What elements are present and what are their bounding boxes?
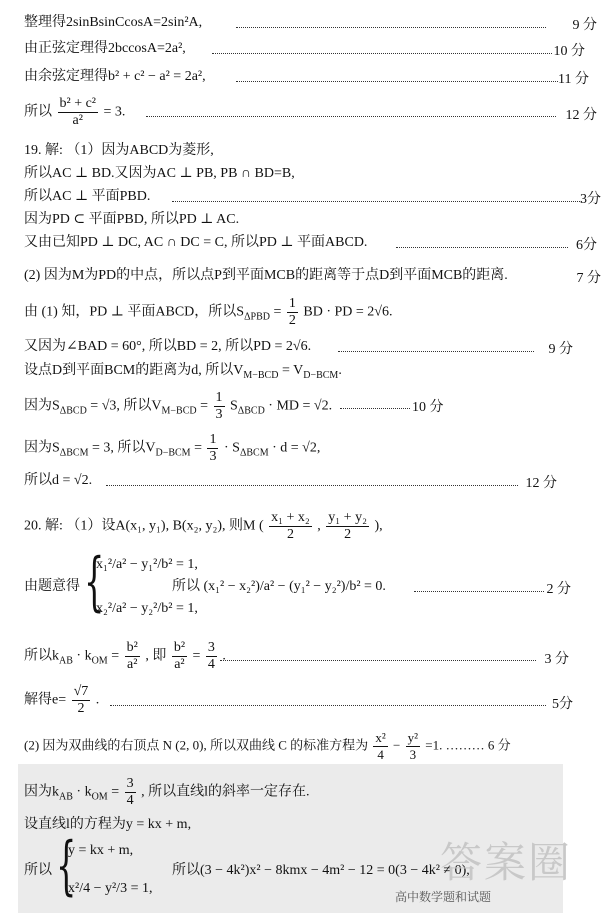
equation-2: x²/4 − y²/3 = 1, — [68, 881, 153, 896]
q19-line: 所以AC ⊥ 平面PBD. — [24, 189, 151, 204]
watermark: 答案圈 — [440, 838, 573, 887]
q19-title: 19. 解: （1）因为ABCD为菱形, — [24, 143, 214, 158]
fraction: $\frac{\text{b²}}{\text{a²}}$ — [126, 640, 138, 672]
score: 12 分 — [565, 108, 597, 123]
q20-line: 设直线l的方程为y = kx + m, — [24, 817, 192, 832]
leader-dots — [340, 408, 410, 409]
q20-line: 由题意得 — [24, 579, 80, 594]
score: 7 分 — [576, 271, 601, 286]
leader-dots — [220, 660, 536, 661]
q19-line: 又由已知PD ⊥ DC, AC ∩ DC = C, 所以PD ⊥ 平面ABCD. — [24, 235, 368, 250]
score: 9 分 — [548, 342, 573, 357]
q19-line: 所以AC ⊥ BD.又因为AC ⊥ PB, PB ∩ BD=B, — [24, 166, 295, 181]
leader-dots — [146, 116, 556, 117]
q19-line: 因为PD ⊂ 平面PBD, 所以PD ⊥ AC. — [24, 212, 240, 227]
q20-line: 所以 — [24, 863, 52, 878]
q19-line: 由 (1) 知，PD ⊥ 平面ABCD，所以$S_{\Delta PBD}$ = $\frac{1}{2}$ BD · PD = 2√6. — [24, 296, 393, 328]
score: 5分 — [552, 697, 573, 712]
fraction: $\frac{\text{b² + c²}}{\text{a²}}$ — [59, 96, 97, 128]
score: 11 分 — [558, 72, 589, 87]
fraction: $\frac{\text{y²}}{3}$ — [407, 730, 419, 762]
fraction: $\frac{1}{3}$ — [209, 432, 217, 464]
leader-dots — [338, 351, 534, 352]
system-brace: { — [84, 545, 105, 619]
fraction: $\frac{√7}{2}$ — [73, 684, 89, 716]
q19-part2: (2) 因为M为PD的中点，所以点P到平面MCB的距离等于点D到平面MCB的距离. — [24, 268, 508, 283]
system-brace: { — [56, 829, 77, 903]
leader-dots — [110, 705, 546, 706]
q20-line: 所以(3 − 4k²)x² − 8kmx − 4m² − 12 = 0(3 − 4k² ≠ 0), — [172, 863, 470, 878]
fraction: $\frac{\text{x²}}{4}$ — [375, 730, 386, 762]
q20-line: 所以$k_{AB} \cdot k_{OM}$ = $\frac{\text{b²}}{\text{a²}}$ , 即 $\frac{\text{b²}}{\text{a²}}$ = $\frac{3}{4}$ . — [24, 640, 226, 672]
line-3: 由余弦定理得b² + c² − a² = 2a², — [24, 69, 206, 84]
leader-dots — [236, 27, 546, 28]
equation-1: x₁²/a² − y₁²/b² = 1, — [96, 557, 198, 572]
score: 10 分 — [412, 400, 444, 415]
leader-dots — [414, 591, 544, 592]
q19-line: 所以d = √2. — [24, 473, 93, 488]
q19-line: 又因为∠BAD = 60°, 所以BD = 2, 所以PD = 2√6. — [24, 339, 312, 354]
fraction: $\frac{1}{3}$ — [215, 390, 223, 422]
leader-dots — [106, 485, 518, 486]
score: 3 分 — [544, 652, 569, 667]
q19-line: 设点D到平面BCM的距离为d, 所以$V_{M-BCD} = V_{D-BCM}$. — [24, 363, 342, 381]
equation-1: y = kx + m, — [68, 843, 134, 858]
line-1: 整理得2sinBsinCcosA=2sin²A, — [24, 15, 203, 30]
q20-line: 解得e= $\frac{√7}{2}$ . — [24, 684, 100, 716]
fraction: $\frac{1}{2}$ — [288, 296, 296, 328]
score: 6分 — [576, 238, 597, 253]
leader-dots — [396, 247, 568, 248]
fraction: $\frac{3}{4}$ — [126, 776, 134, 808]
fraction: $\frac{3}{4}$ — [207, 640, 215, 672]
leader-dots — [212, 53, 552, 54]
q19-line: 因为$S_{\Delta BCD} = √3$, 所以$V_{M-BCD}$ = $\frac{1}{3}$ $S_{\Delta BCD}$ · MD = √2. — [24, 390, 333, 422]
line-4: 所以 $\frac{\text{b² + c²}}{\text{a²}}$ = 3. — [24, 96, 126, 128]
score: 9 分 — [572, 18, 597, 33]
equation-2: x₂²/a² − y₂²/b² = 1, — [96, 601, 198, 616]
fraction: $\frac{\text{x₁ + x₂}}{2}$ — [271, 510, 310, 542]
fraction: $\frac{\text{b²}}{\text{a²}}$ — [173, 640, 186, 672]
score: 12 分 — [525, 476, 557, 491]
q20-line: 所以 (x₁² − x₂²)/a² − (y₁² − y₂²)/b² = 0. — [172, 579, 386, 594]
q20-line: 因为$k_{AB} \cdot k_{OM}$ = $\frac{3}{4}$ , 所以直线l的斜率一定存在. — [24, 776, 310, 808]
watermark-caption: 高中数学题和试题 — [395, 890, 492, 904]
q20-part2: (2) 因为双曲线的右顶点 N (2, 0), 所以双曲线 C 的标准方程为 $\frac{\text{x²}}{4}$ − $\frac{\text{y²}}{3}$ =1. ……… 6 分 — [24, 730, 511, 762]
leader-dots — [172, 201, 582, 202]
leader-dots — [236, 81, 558, 82]
fraction: $\frac{\text{y₁ + y₂}}{2}$ — [328, 510, 367, 542]
score: 3分 — [580, 192, 601, 207]
score: 10 分 — [553, 44, 585, 59]
score: 2 分 — [546, 582, 571, 597]
q20-title: 20. 解: （1）设A(x₁, y₁), B(x₂, y₂), 则M ( $\frac{\text{x₁ + x₂}}{2}$ , $\frac{\text{y₁ + y₂}}{2}$ ), — [24, 510, 383, 542]
line-2: 由正弦定理得2bccosA=2a², — [24, 41, 186, 56]
q19-line: 因为$S_{\Delta BCM} = 3$, 所以$V_{D-BCM}$ = $\frac{1}{3}$ · $S_{\Delta BCM} \cdot d = √2$, — [24, 432, 321, 464]
